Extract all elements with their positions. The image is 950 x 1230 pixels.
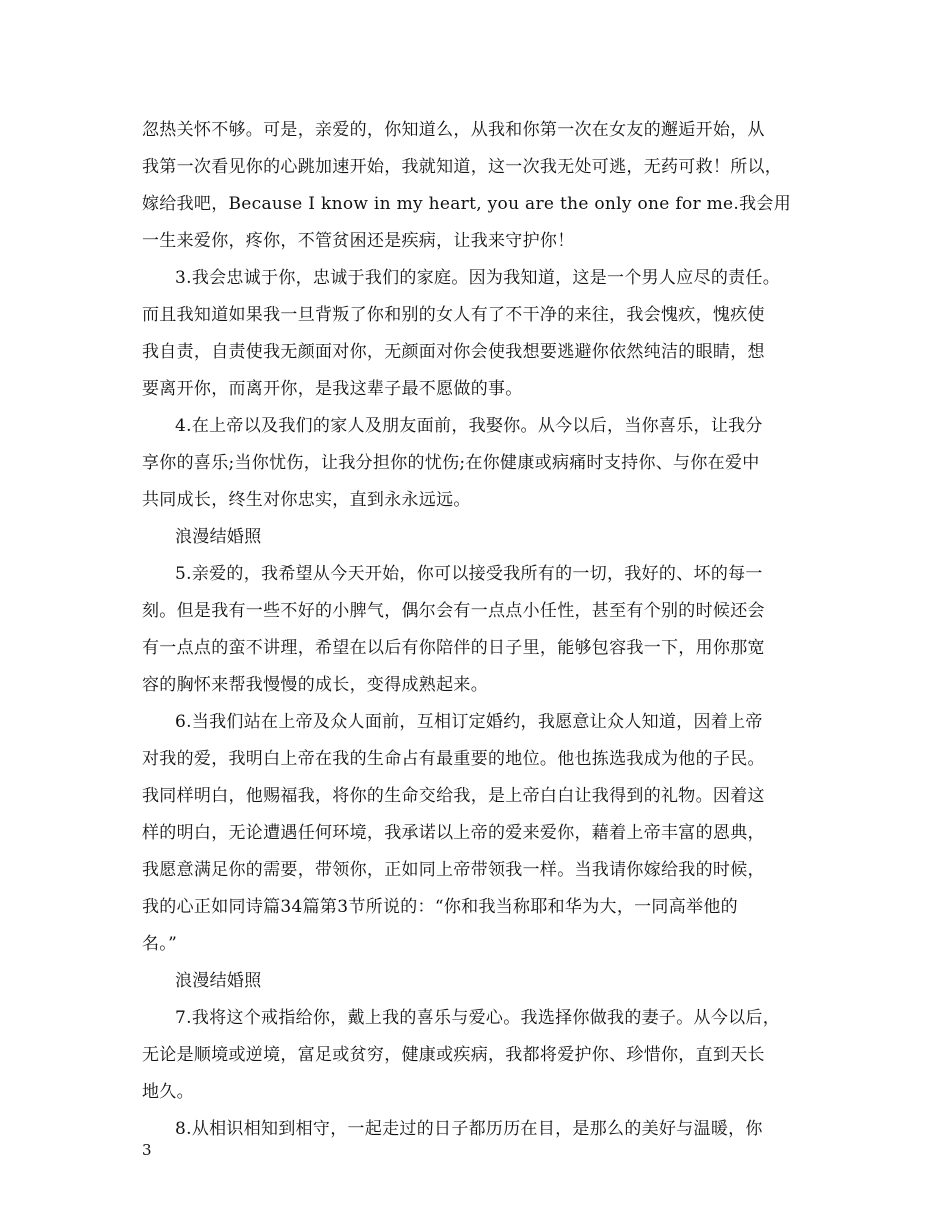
text-line: 样的明白，无论遭遇任何环境，我承诺以上帝的爱来爱你，藉着上帝丰富的恩典，	[142, 823, 765, 843]
text-line: 我第一次看见你的心跳加速开始，我就知道，这一次我无处可逃，无药可救！所以，	[142, 157, 783, 177]
section-heading: 浪漫结婚照	[175, 527, 262, 547]
paragraph-start-line: 5.亲爱的，我希望从今天开始，你可以接受我所有的一切，我好的、坏的每一	[175, 564, 763, 584]
text-line: 忽热关怀不够。可是，亲爱的，你知道么，从我和你第一次在女友的邂逅开始，从	[142, 120, 765, 140]
text-line: 我自责，自责使我无颜面对你，无颜面对你会使我想要逃避你依然纯洁的眼睛，想	[142, 342, 765, 362]
text-line: 名。”	[142, 934, 178, 954]
text-line: 我的心正如同诗篇34篇第3节所说的：“你和我当称耶和华为大，一同高举他的	[142, 897, 738, 917]
text-line: 要离开你，而离开你，是我这辈子最不愿做的事。	[142, 379, 523, 399]
text-line: 刻。但是我有一些不好的小脾气，偶尔会有一点点小任性，甚至有个别的时候还会	[142, 601, 765, 621]
text-line: 容的胸怀来帮我慢慢的成长，变得成熟起来。	[142, 675, 488, 695]
text-line: 一生来爱你，疼你，不管贫困还是疾病，让我来守护你！	[142, 231, 575, 251]
text-line: 共同成长，终生对你忠实，直到永永远远。	[142, 490, 471, 510]
text-line: 对我的爱，我明白上帝在我的生命占有最重要的地位。他也拣选我成为他的子民。	[142, 749, 765, 769]
text-line: 地久。	[142, 1082, 194, 1102]
text-line: 有一点点的蛮不讲理，希望在以后有你陪伴的日子里，能够包容我一下，用你那宽	[142, 638, 765, 658]
section-heading: 浪漫结婚照	[175, 971, 262, 991]
paragraph-start-line: 8.从相识相知到相守，一起走过的日子都历历在目，是那么的美好与温暖，你	[175, 1119, 763, 1139]
text-line: 我同样明白，他赐福我，将你的生命交给我，是上帝白白让我得到的礼物。因着这	[142, 786, 765, 806]
text-line: 无论是顺境或逆境，富足或贫穷，健康或疾病，我都将爱护你、珍惜你，直到天长	[142, 1045, 765, 1065]
paragraph-start-line: 7.我将这个戒指给你，戴上我的喜乐与爱心。我选择你做我的妻子。从今以后，	[175, 1008, 781, 1028]
page-number: 3	[142, 1141, 152, 1159]
paragraph-start-line: 6.当我们站在上帝及众人面前，互相订定婚约，我愿意让众人知道，因着上帝	[175, 712, 763, 732]
text-line: 而且我知道如果我一旦背叛了你和别的女人有了不干净的来往，我会愧疚，愧疚使	[142, 305, 765, 325]
text-line: 嫁给我吧，Because I know in my heart, you are the only one for me.我会用	[142, 194, 792, 214]
text-line: 享你的喜乐;当你忧伤，让我分担你的忧伤;在你健康或病痛时支持你、与你在爱中	[142, 453, 760, 473]
paragraph-start-line: 3.我会忠诚于你，忠诚于我们的家庭。因为我知道，这是一个男人应尽的责任。	[175, 268, 781, 288]
text-line: 我愿意满足你的需要，带领你，正如同上帝带领我一样。当我请你嫁给我的时候，	[142, 860, 765, 880]
paragraph-start-line: 4.在上帝以及我们的家人及朋友面前，我娶你。从今以后，当你喜乐，让我分	[175, 416, 763, 436]
